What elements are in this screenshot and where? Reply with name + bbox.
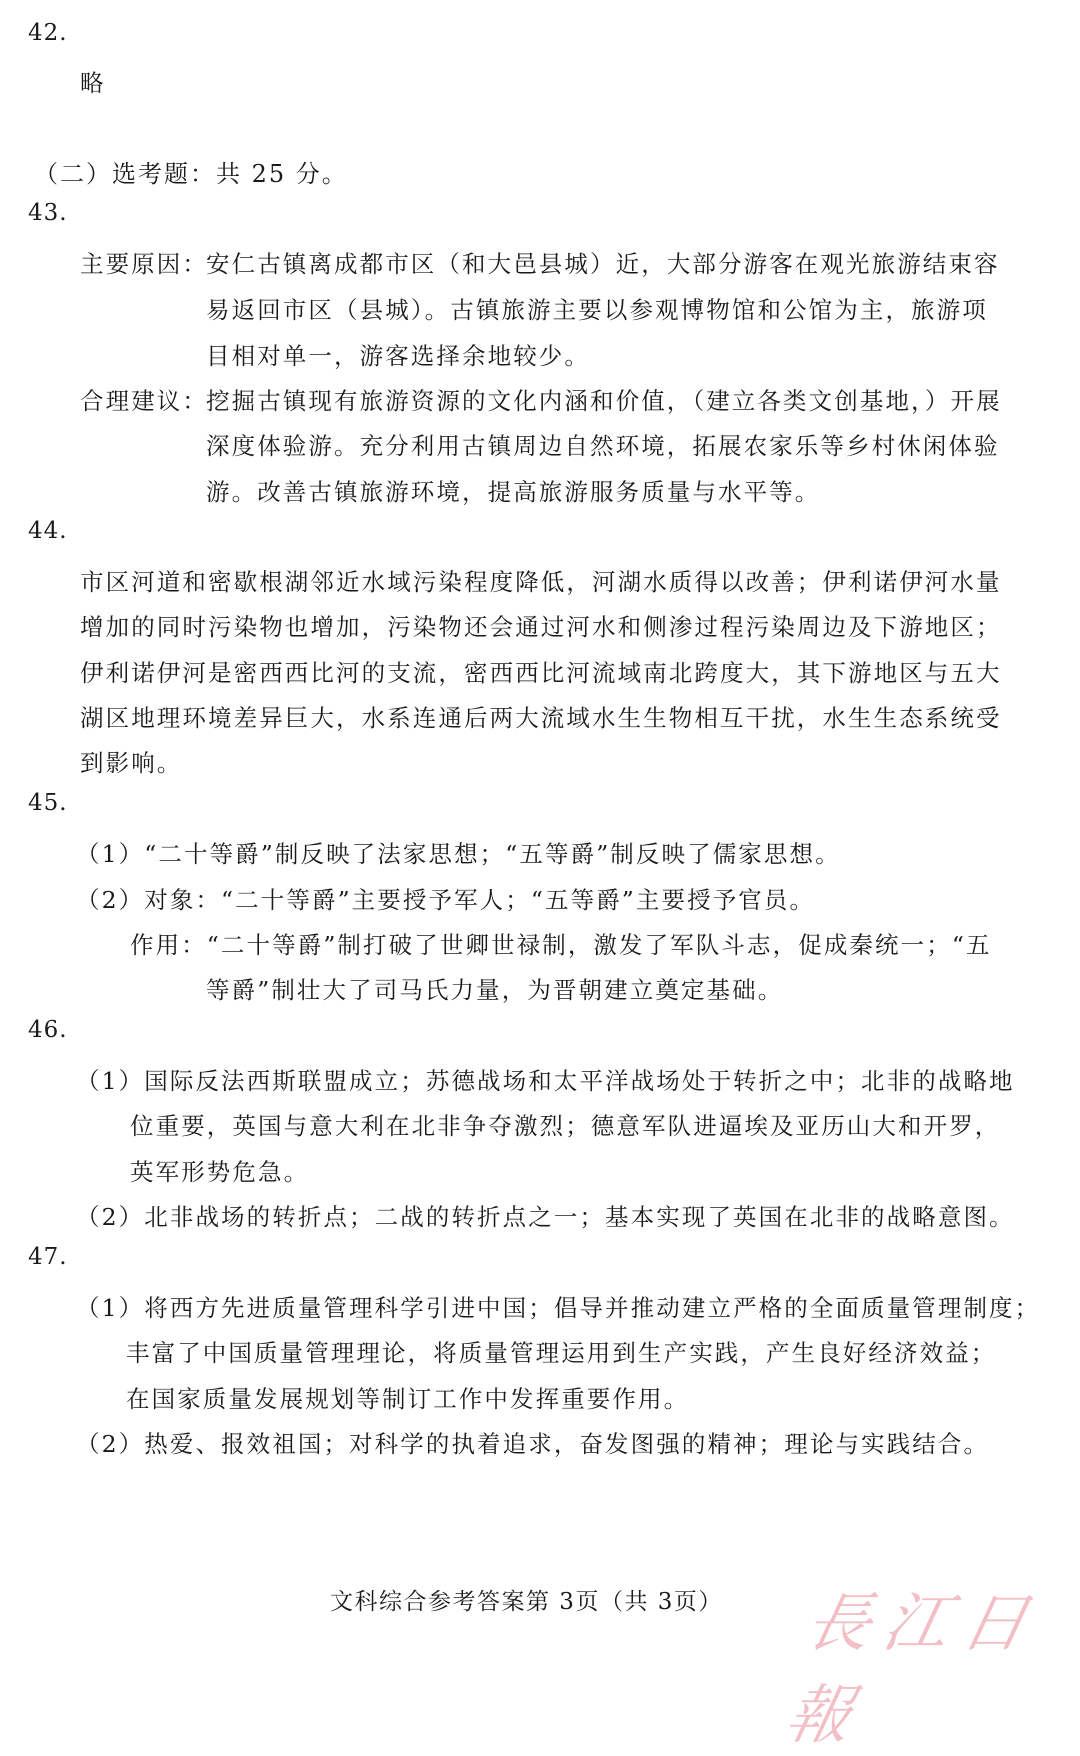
q44-line: 市区河道和密歇根湖邻近水域污染程度降低，河湖水质得以改善；伊利诺伊河水量 <box>80 568 1002 596</box>
q43-suggest-label: 合理建议： <box>80 387 208 415</box>
q46-part1-line: 英军形势危急。 <box>130 1158 310 1186</box>
q47-part2: （2）热爱、报效祖国；对科学的执着追求，奋发图强的精神；理论与实践结合。 <box>76 1430 990 1458</box>
q43-suggest-line: 挖掘古镇现有旅游资源的文化内涵和价值，（建立各类文创基地，）开展 <box>206 387 1002 415</box>
question-number-42: 42. <box>28 20 68 46</box>
question-number-44: 44. <box>28 518 68 544</box>
q45-part1: （1）“二十等爵”制反映了法家思想；“五等爵”制反映了儒家思想。 <box>76 840 841 868</box>
q46-part1-line: （1）国际反法西斯联盟成立；苏德战场和太平洋战场处于转折之中；北非的战略地 <box>76 1067 1015 1095</box>
q42-answer: 略 <box>80 69 106 97</box>
q43-reason-line: 安仁古镇离成都市区（和大邑县城）近，大部分游客在观光旅游结束容 <box>206 250 1000 278</box>
question-number-47: 47. <box>28 1244 68 1270</box>
q46-part2: （2）北非战场的转折点；二战的转折点之一；基本实现了英国在北非的战略意图。 <box>76 1203 1015 1231</box>
q44-line: 到影响。 <box>80 749 183 777</box>
q43-reason-label: 主要原因： <box>80 250 208 278</box>
q43-suggest-line: 深度体验游。充分利用古镇周边自然环境，拓展农家乐等乡村休闲体验 <box>206 432 1000 460</box>
section-title-elective: （二）选考题：共 25 分。 <box>34 160 348 188</box>
page-footer: 文科综合参考答案第 3页（共 3页） <box>330 1589 723 1615</box>
q45-effect-line: 作用：“二十等爵”制打破了世卿世禄制，激发了军队斗志，促成秦统一；“五 <box>130 931 992 959</box>
q43-reason-line: 易返回市区（县城）。古镇旅游主要以参观博物馆和公馆为主，旅游项 <box>206 296 988 324</box>
q47-part1-line: 在国家质量发展规划等制订工作中发挥重要作用。 <box>126 1385 690 1413</box>
q43-suggest-line: 游。改善古镇旅游环境，提高旅游服务质量与水平等。 <box>206 478 821 506</box>
q45-part2: （2）对象：“二十等爵”主要授予军人；“五等爵”主要授予官员。 <box>76 886 816 914</box>
question-number-45: 45. <box>28 790 68 816</box>
q44-line: 湖区地理环境差异巨大，水系连通后两大流域水生生物相互干扰，水生生态系统受 <box>80 704 1002 732</box>
q44-line: 增加的同时污染物也增加，污染物还会通过河水和侧渗过程污染周边及下游地区； <box>80 613 1002 641</box>
q44-line: 伊利诺伊河是密西西比河的支流，密西西比河流域南北跨度大，其下游地区与五大 <box>80 659 1002 687</box>
q47-part1-line: （1）将西方先进质量管理科学引进中国；倡导并推动建立严格的全面质量管理制度； <box>76 1294 1041 1322</box>
q43-reason-line: 目相对单一，游客选择余地较少。 <box>206 342 590 370</box>
question-number-43: 43. <box>28 200 68 226</box>
question-number-46: 46. <box>28 1017 68 1043</box>
q45-effect-line: 等爵”制壮大了司马氏力量，为晋朝建立奠定基础。 <box>206 976 784 1004</box>
q46-part1-line: 位重要，英国与意大利在北非争夺激烈；德意军队进逼埃及亚历山大和开罗， <box>130 1112 1001 1140</box>
newspaper-watermark-logo: 長江日報 <box>779 1587 1049 1753</box>
q47-part1-line: 丰富了中国质量管理理论，将质量管理运用到生产实践，产生良好经济效益； <box>126 1339 997 1367</box>
